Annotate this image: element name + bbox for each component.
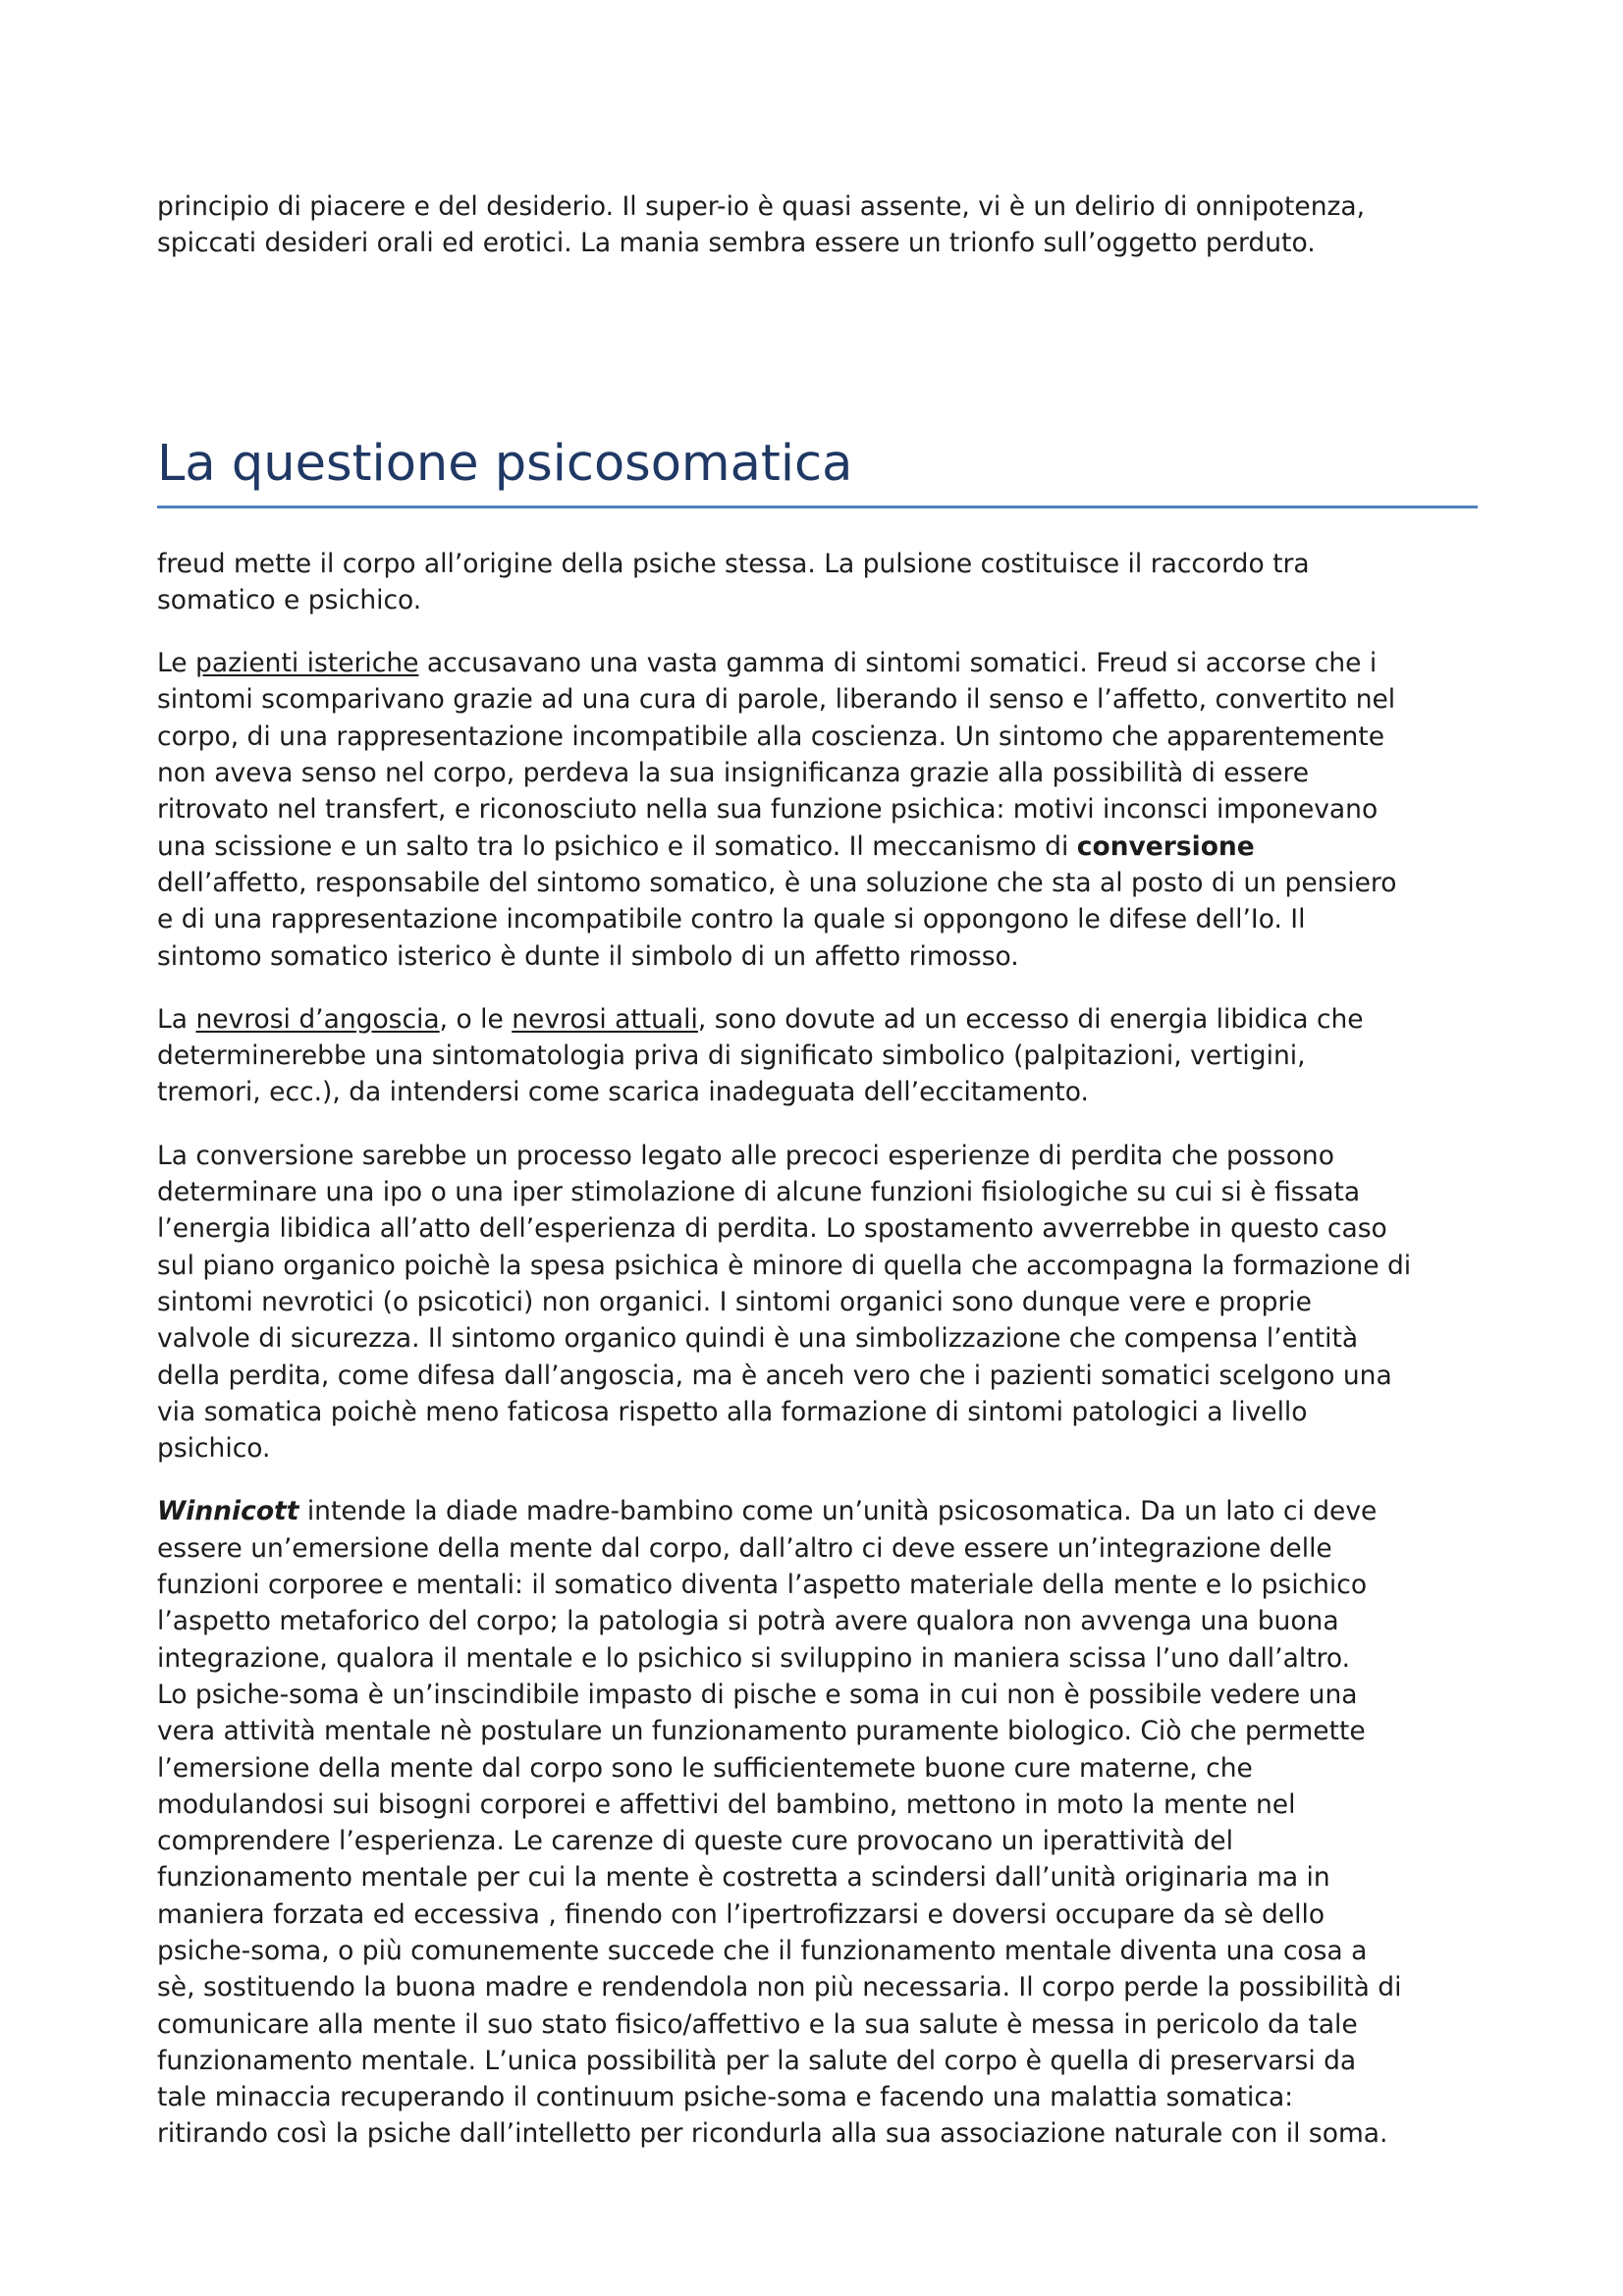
- text-line: valvole di sicurezza. Il sintomo organico quindi è una simbolizzazione che compensa l’entità: [157, 1323, 1359, 1355]
- text-line: [157, 1001, 1478, 1038]
- text-line: dell’affetto, responsabile del sintomo somatico, è una soluzione che sta al posto di un pensiero: [157, 867, 1397, 898]
- text-run: intende la diade madre-bambino come un’unità psicosomatica. Da un lato ci deve: [298, 1496, 1378, 1527]
- text-line: sintomi nevrotici (o psicotici) non organici. I sintomi organici sono dunque vere e proprie: [157, 1286, 1312, 1317]
- text-line: somatico e psichico.: [157, 584, 422, 615]
- text-line: principio di piacere e del desiderio. Il super-io è quasi assente, vi è un delirio di onnipotenza,: [157, 191, 1366, 222]
- section-heading: La questione psicosomatica: [157, 434, 853, 493]
- paragraph-freud: [157, 546, 1478, 619]
- text-line: [157, 645, 1478, 681]
- paragraph-conversione: [157, 1138, 1478, 1468]
- text-line: [157, 828, 1478, 865]
- text-line: spiccati desideri orali ed erotici. La mania sembra essere un trionfo sull’oggetto perduto.: [157, 228, 1316, 259]
- text-run: La: [157, 1003, 196, 1035]
- text-line: freud mette il corpo all’origine della psiche stessa. La pulsione costituisce il raccordo tra: [157, 548, 1310, 579]
- section-heading-block: [157, 432, 1478, 508]
- text-line: tremori, ecc.), da intendersi come scarica inadeguata dell’eccitamento.: [157, 1077, 1089, 1108]
- bold-italic-term: Winnicott: [157, 1496, 299, 1527]
- text-line: integrazione, qualora il mentale e lo psichico si sviluppino in maniera scissa l’uno dall’altro.: [157, 1642, 1351, 1674]
- text-run: una scissione e un salto tra lo psichico e il somatico. Il meccanismo di: [157, 830, 1077, 862]
- text-line: La conversione sarebbe un processo legato alle precoci esperienze di perdita che possono: [157, 1140, 1334, 1171]
- text-line: via somatica poichè meno faticosa rispetto alla formazione di sintomi patologici a livello: [157, 1396, 1308, 1427]
- text-run: accusavano una vasta gamma di sintomi somatici. Freud si accorse che i: [418, 648, 1378, 679]
- text-line: comprendere l’esperienza. Le carenze di queste cure provocano un iperattività del: [157, 1826, 1233, 1857]
- text-line: sè, sostituendo la buona madre e rendendola non più necessaria. Il corpo perde la possibilità di: [157, 1972, 1402, 2003]
- text-line: ritirando così la psiche dall’intelletto per ricondurla alla sua associazione naturale con il soma.: [157, 2118, 1388, 2150]
- text-line: funzionamento mentale per cui la mente è costretta a scindersi dall’unità originaria ma in: [157, 1862, 1330, 1894]
- text-line: l’aspetto metaforico del corpo; la patologia si potrà avere qualora non avvenga una buona: [157, 1606, 1339, 1637]
- text-line: [157, 1493, 1478, 1529]
- text-line: funzioni corporee e mentali: il somatico diventa l’aspetto materiale della mente e lo psichico: [157, 1570, 1368, 1601]
- text-run: , sono dovute ad un eccesso di energia libidica che: [697, 1003, 1364, 1035]
- text-line: maniera forzata ed eccessiva , finendo con l’ipertrofizzarsi e doversi occupare da sè dello: [157, 1898, 1325, 1930]
- text-run: , o le: [439, 1003, 513, 1035]
- text-line: ritrovato nel transfert, e riconosciuto nella sua funzione psichica: motivi inconsci imponevano: [157, 794, 1379, 826]
- text-line: determinerebbe una sintomatologia priva di significato simbolico (palpitazioni, vertigini,: [157, 1041, 1306, 1072]
- text-line: vera attività mentale nè postulare un funzionamento puramente biologico. Ciò che permette: [157, 1716, 1366, 1747]
- text-line: sintomo somatico isterico è dunte il simbolo di un affetto rimosso.: [157, 940, 1019, 972]
- text-line: sul piano organico poichè la spesa psichica è minore di quella che accompagna la formazione di: [157, 1250, 1412, 1281]
- text-line: psichico.: [157, 1433, 271, 1465]
- paragraph-winnicott: [157, 1493, 1478, 2152]
- underlined-term: pazienti isteriche: [195, 648, 419, 679]
- text-line: non aveva senso nel corpo, perdeva la sua insignificanza grazie alla possibilità di essere: [157, 758, 1310, 789]
- paragraph-nevrosi: [157, 1001, 1478, 1111]
- text-line: l’emersione della mente dal corpo sono le sufficientemete buone cure materne, che: [157, 1752, 1253, 1784]
- text-line: psiche-soma, o più comunemente succede che il funzionamento mentale diventa una cosa a: [157, 1935, 1368, 1966]
- text-line: corpo, di una rappresentazione incompatibile alla coscienza. Un sintomo che apparentemente: [157, 721, 1385, 752]
- text-line: tale minaccia recuperando il continuum psiche-soma e facendo una malattia somatica:: [157, 2082, 1294, 2113]
- bold-term: conversione: [1076, 830, 1255, 862]
- document-page: [157, 188, 1478, 2179]
- paragraph-isteriche: [157, 645, 1478, 975]
- heading-rule: [157, 506, 1478, 508]
- text-line: Lo psiche-soma è un’inscindibile impasto di pische e soma in cui non è possibile vedere una: [157, 1679, 1358, 1710]
- text-line: comunicare alla mente il suo stato fisico/affettivo e la sua salute è messa in pericolo da tale: [157, 2008, 1358, 2040]
- text-line: l’energia libidica all’atto dell’esperienza di perdita. Lo spostamento avverrebbe in questo caso: [157, 1213, 1387, 1245]
- intro-paragraph: [157, 188, 1478, 262]
- text-run: Le: [157, 648, 196, 679]
- text-line: modulandosi sui bisogni corporei e affettivi del bambino, mettono in moto la mente nel: [157, 1789, 1296, 1820]
- underlined-term: nevrosi d’angoscia: [195, 1003, 440, 1035]
- text-line: e di una rappresentazione incompatibile contro la quale si oppongono le difese dell’Io. Il: [157, 904, 1306, 935]
- text-line: della perdita, come difesa dall’angoscia, ma è anceh vero che i pazienti somatici scelgono una: [157, 1360, 1392, 1391]
- underlined-term: nevrosi attuali: [512, 1003, 698, 1035]
- text-line: sintomi scomparivano grazie ad una cura di parole, liberando il senso e l’affetto, convertito nel: [157, 684, 1396, 716]
- text-line: funzionamento mentale. L’unica possibilità per la salute del corpo è quella di preservarsi da: [157, 2045, 1357, 2076]
- text-line: determinare una ipo o una iper stimolazione di alcune funzioni fisiologiche su cui si è fissata: [157, 1177, 1361, 1208]
- text-line: essere un’emersione della mente dal corpo, dall’altro ci deve essere un’integrazione delle: [157, 1532, 1332, 1564]
